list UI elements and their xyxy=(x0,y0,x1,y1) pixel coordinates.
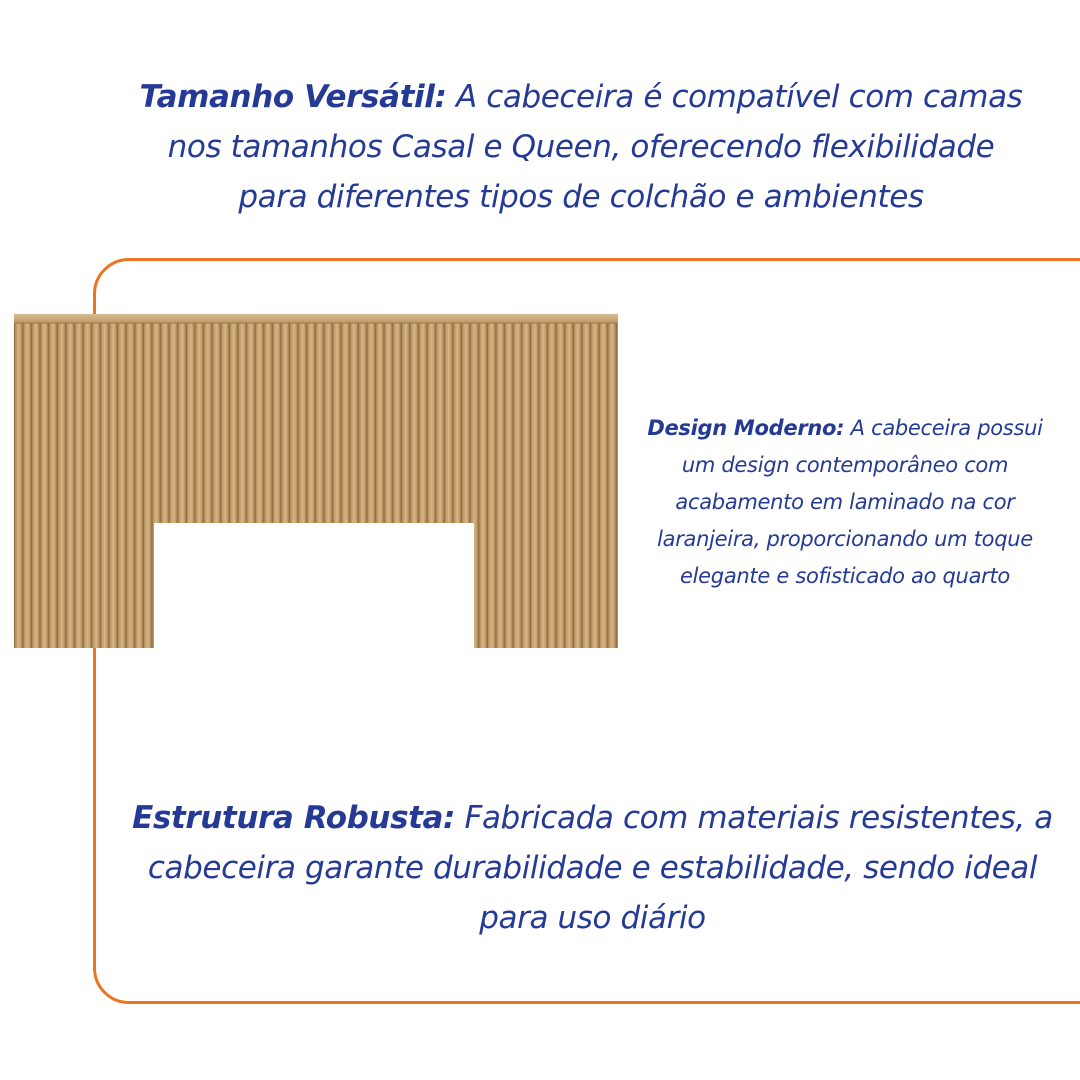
design-feature-line: A cabeceira possui xyxy=(844,416,1043,440)
size-feature-text xyxy=(100,72,1062,222)
structure-feature-heading: Estrutura Robusta: xyxy=(132,800,456,836)
size-feature-heading: Tamanho Versátil: xyxy=(139,79,447,115)
structure-feature-line: Fabricada com materiais resistentes, a xyxy=(455,800,1053,836)
design-feature-heading: Design Moderno: xyxy=(647,416,845,440)
headboard-product-image xyxy=(14,314,618,650)
design-feature-line: um design contemporâneo com xyxy=(681,453,1009,477)
size-feature-line: A cabeceira é compatível com camas xyxy=(446,79,1023,115)
structure-feature-text xyxy=(105,793,1080,943)
size-feature-line: para diferentes tipos de colchão e ambientes xyxy=(238,179,924,215)
size-feature-line: nos tamanhos Casal e Queen, oferecendo flexibilidade xyxy=(167,129,995,165)
design-feature-line: elegante e sofisticado ao quarto xyxy=(680,564,1010,588)
design-feature-line: laranjeira, proporcionando um toque xyxy=(657,527,1033,551)
structure-feature-line: cabeceira garante durabilidade e estabilidade, sendo ideal xyxy=(147,850,1038,886)
structure-feature-line: para uso diário xyxy=(479,900,706,936)
design-feature-line: acabamento em laminado na cor xyxy=(675,490,1015,514)
design-feature-text xyxy=(620,410,1070,595)
